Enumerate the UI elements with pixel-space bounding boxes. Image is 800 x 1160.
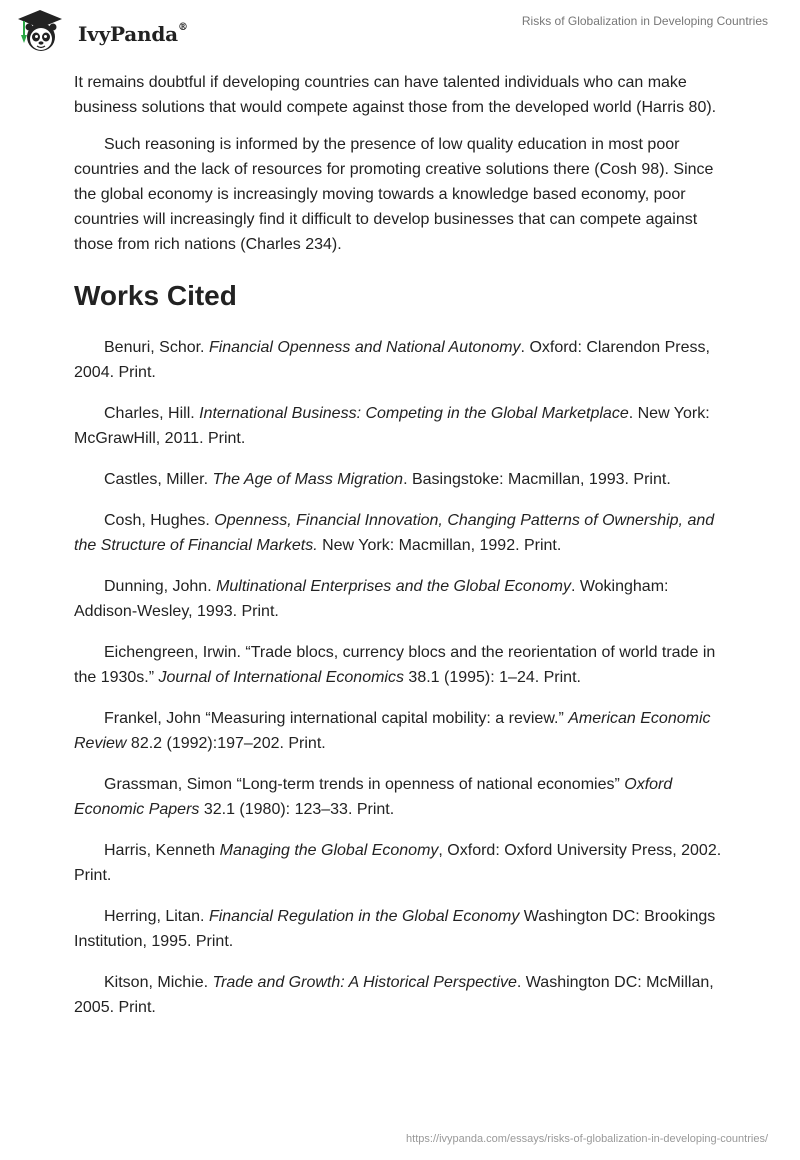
citation-entry: Dunning, John. Multinational Enterprises and the Global Economy. Wokingham: Addison-Wesley, 1993. Print.	[74, 578, 669, 620]
citation-entry: Herring, Litan. Financial Regulation in the Global Economy Washington DC: Brookings Institution, 1995. Print.	[74, 908, 716, 950]
works-cited-heading: Works Cited	[74, 280, 237, 311]
citation-entry: Cosh, Hughes. Openness, Financial Innovation, Changing Patterns of Ownership, and the Structure of Financial Markets. New York: Macmillan, 1992. Print.	[74, 512, 715, 554]
citation-entry: Frankel, John “Measuring international capital mobility: a review.” American Economic Review 82.2 (1992):197–202. Print.	[74, 710, 711, 752]
body-paragraph: It remains doubtful if developing countries can have talented individuals who can make business solutions that would compete against those from the developed world (Harris 80).	[74, 74, 717, 116]
panda-graduate-icon	[16, 9, 64, 53]
citation-entry: Kitson, Michie. Trade and Growth: A Historical Perspective. Washington DC: McMillan, 2005. Print.	[74, 974, 714, 1016]
citation-entry: Charles, Hill. International Business: Competing in the Global Marketplace. New York: McGrawHill, 2011. Print.	[74, 405, 710, 447]
citation-entry: Grassman, Simon “Long-term trends in openness of national economies” Oxford Economic Papers 32.1 (1980): 123–33. Print.	[74, 776, 673, 818]
citation-entry: Castles, Miller. The Age of Mass Migration. Basingstoke: Macmillan, 1993. Print.	[104, 471, 671, 488]
citation-entry: Benuri, Schor. Financial Openness and National Autonomy. Oxford: Clarendon Press, 2004. Print.	[74, 339, 710, 381]
essay-content	[74, 70, 730, 1036]
source-url[interactable]: https://ivypanda.com/essays/risks-of-globalization-in-developing-countries/	[406, 1133, 768, 1145]
document-title: Risks of Globalization in Developing Countries	[521, 14, 768, 28]
works-cited-list	[74, 335, 730, 1020]
page-header	[0, 0, 800, 60]
citation-entry: Eichengreen, Irwin. “Trade blocs, currency blocs and the reorientation of world trade in the 1930s.” Journal of International Economics 38.1 (1995): 1–24. Print.	[74, 644, 716, 686]
ivypanda-logo[interactable]	[16, 9, 186, 55]
brand-name: IvyPanda®	[78, 22, 188, 46]
citation-entry: Harris, Kenneth Managing the Global Economy, Oxford: Oxford University Press, 2002. Print.	[74, 842, 722, 884]
body-paragraph: Such reasoning is informed by the presence of low quality education in most poor countries and the lack of resources for promoting creative solutions there (Cosh 98). Since the global economy is increasingly moving towards a knowledge based economy, poor countries will increasingly find it difficult to develop businesses that can compete against those from rich nations (Charles 234).	[74, 136, 714, 253]
